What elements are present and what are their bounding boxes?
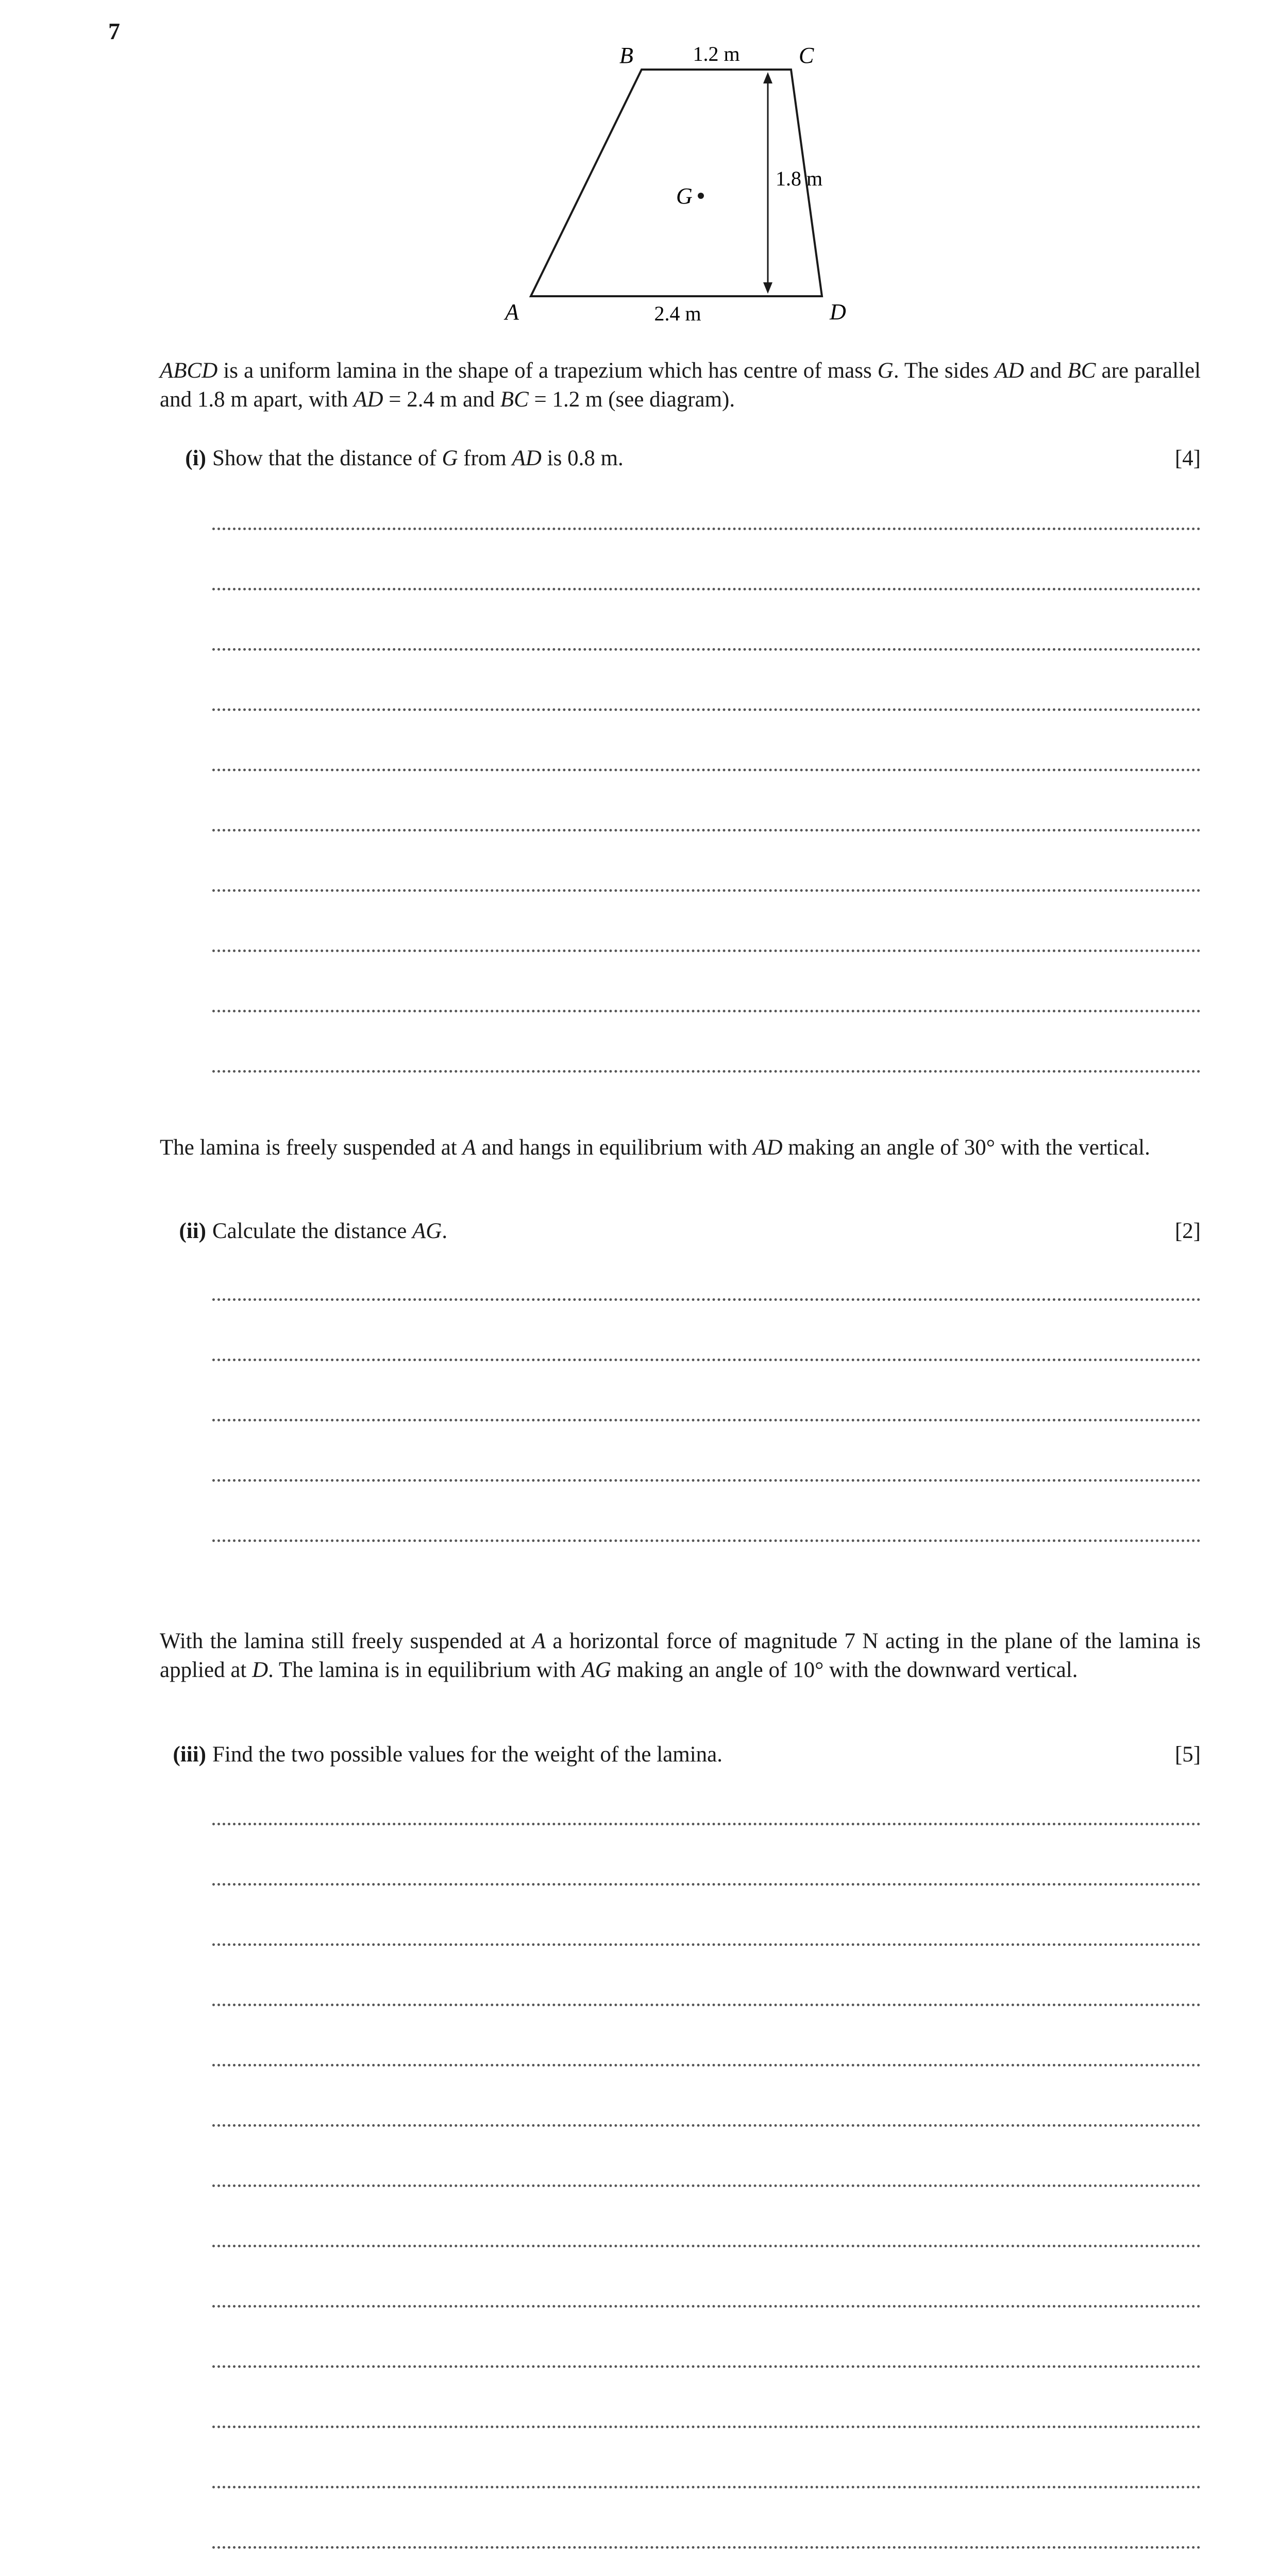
- force-paragraph: [160, 1627, 1201, 1685]
- intro-text-3: and: [1024, 359, 1068, 383]
- answer-line[interactable]: [212, 1298, 1201, 1301]
- answer-line[interactable]: [212, 829, 1201, 832]
- answer-line[interactable]: [212, 588, 1201, 590]
- para3-a: A: [532, 1629, 546, 1653]
- part-ii-ag: AG: [412, 1219, 442, 1243]
- bc-length-label: 1.2 m: [693, 42, 740, 65]
- part-i-text: [212, 444, 624, 473]
- centre-label-g: G: [676, 183, 693, 209]
- answer-line[interactable]: [212, 1070, 1201, 1073]
- answer-line[interactable]: [212, 950, 1201, 952]
- answer-line[interactable]: [212, 1359, 1201, 1361]
- part-i-text-3: is 0.8 m.: [541, 446, 624, 470]
- answer-line[interactable]: [212, 648, 1201, 651]
- part-i-text-2: from: [458, 446, 512, 470]
- intro-g: G: [877, 359, 894, 383]
- answer-line[interactable]: [212, 2245, 1201, 2247]
- answer-line[interactable]: [212, 1883, 1201, 1886]
- intro-text-5: = 2.4 m and: [383, 387, 500, 412]
- vertex-label-b: B: [619, 43, 633, 68]
- height-label: 1.8 m: [776, 167, 823, 190]
- intro-text-6: = 1.2 m (see diagram).: [528, 387, 735, 412]
- answer-line[interactable]: [212, 2124, 1201, 2127]
- answer-line[interactable]: [212, 2546, 1201, 2549]
- answer-line[interactable]: [212, 1010, 1201, 1012]
- intro-text-4: are parallel and 1.8 m apart, with: [160, 359, 1201, 412]
- para3-d: D: [252, 1658, 268, 1682]
- part-ii-label: (ii): [179, 1219, 206, 1243]
- answer-line[interactable]: [212, 889, 1201, 892]
- answer-line[interactable]: [212, 2004, 1201, 2006]
- trapezium-diagram: [484, 36, 855, 335]
- intro-text-2: . The sides: [893, 359, 995, 383]
- intro-ad-2: AD: [354, 387, 383, 412]
- answer-line[interactable]: [212, 2365, 1201, 2368]
- answer-line[interactable]: [212, 2426, 1201, 2428]
- answer-line[interactable]: [212, 708, 1201, 711]
- part-iii-marks: [5]: [1174, 1742, 1201, 1767]
- para3-ag: AG: [581, 1658, 611, 1682]
- answer-line[interactable]: [212, 769, 1201, 771]
- para2-text-2: and hangs in equilibrium with: [476, 1136, 753, 1160]
- ad-length-label: 2.4 m: [654, 302, 701, 325]
- part-i-g: G: [442, 446, 458, 470]
- suspension-paragraph: [160, 1133, 1201, 1162]
- part-i-label: (i): [185, 446, 206, 470]
- arrow-head-down: [763, 282, 772, 294]
- para3-text-1: With the lamina still freely suspended at: [160, 1629, 532, 1653]
- intro-text-1: is a uniform lamina in the shape of a trapezium which has centre of mass: [217, 359, 878, 383]
- arrow-head-up: [763, 72, 772, 83]
- part-i-ad: AD: [512, 446, 542, 470]
- question-number: 7: [108, 18, 120, 44]
- vertex-label-c: C: [799, 43, 814, 68]
- para3-text-3: . The lamina is in equilibrium with: [268, 1658, 582, 1682]
- centre-of-mass-dot: [698, 193, 704, 199]
- vertex-label-a: A: [505, 299, 519, 325]
- answer-line[interactable]: [212, 1419, 1201, 1421]
- answer-line[interactable]: [212, 1479, 1201, 1482]
- intro-abcd: ABCD: [160, 359, 218, 383]
- part-i-text-1: Show that the distance of: [212, 446, 442, 470]
- para2-text-1: The lamina is freely suspended at: [160, 1136, 463, 1160]
- part-ii-text: [212, 1217, 447, 1246]
- answer-line[interactable]: [212, 1539, 1201, 1542]
- intro-ad: AD: [994, 359, 1024, 383]
- part-i-marks: [4]: [1174, 446, 1201, 470]
- para2-text-3: making an angle of 30° with the vertical.: [782, 1136, 1150, 1160]
- answer-line[interactable]: [212, 2305, 1201, 2308]
- part-ii-text-2: .: [442, 1219, 448, 1243]
- answer-line[interactable]: [212, 1823, 1201, 1825]
- part-ii-marks: [2]: [1174, 1219, 1201, 1243]
- para3-text-4: making an angle of 10° with the downward vertical.: [611, 1658, 1078, 1682]
- answer-line[interactable]: [212, 2184, 1201, 2187]
- intro-bc: BC: [1067, 359, 1096, 383]
- intro-paragraph: [160, 357, 1201, 414]
- part-iii-text: Find the two possible values for the weight of the lamina.: [212, 1742, 723, 1767]
- part-ii-text-1: Calculate the distance: [212, 1219, 413, 1243]
- answer-line[interactable]: [212, 1943, 1201, 1946]
- answer-line[interactable]: [212, 2064, 1201, 2066]
- answer-line[interactable]: [212, 528, 1201, 530]
- part-iii-label: (iii): [173, 1742, 206, 1767]
- para3-text-2: a horizontal force of magnitude 7 N acting in the plane of the lamina is applied at: [160, 1629, 1201, 1682]
- answer-line[interactable]: [212, 2486, 1201, 2488]
- vertex-label-d: D: [830, 299, 846, 325]
- para2-a: A: [462, 1136, 476, 1160]
- intro-bc-2: BC: [500, 387, 529, 412]
- para2-ad: AD: [753, 1136, 783, 1160]
